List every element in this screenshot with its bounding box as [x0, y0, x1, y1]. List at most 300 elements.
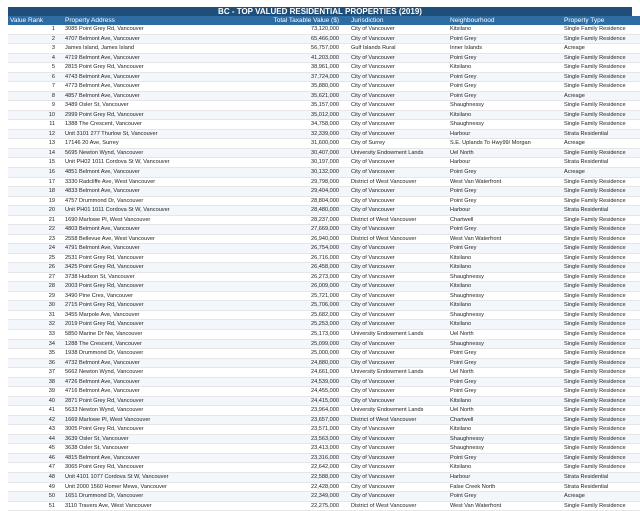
cell-total-taxable-value: 41,203,000	[237, 53, 345, 63]
table-row	[8, 82, 640, 92]
cell-property-type: Single Family Residence	[562, 434, 640, 444]
cell-jurisdiction: City of Vancouver	[345, 167, 448, 177]
cell-property-address: 17146 20 Ave, Surrey	[63, 139, 237, 149]
cell-jurisdiction: City of Vancouver	[345, 463, 448, 473]
cell-jurisdiction: City of Vancouver	[345, 196, 448, 206]
cell-neighbourhood: Shaughnessy	[448, 120, 562, 130]
cell-property-address: 3490 Pine Cres, Vancouver	[63, 291, 237, 301]
cell-property-type: Single Family Residence	[562, 244, 640, 254]
cell-property-address: 2019 Point Grey Rd, Vancouver	[63, 320, 237, 330]
cell-jurisdiction: District of West Vancouver	[345, 177, 448, 187]
cell-property-address: 1690 Marlowe Pl, West Vancouver	[63, 215, 237, 225]
cell-property-address: 3425 Point Grey Rd, Vancouver	[63, 263, 237, 273]
table-row	[8, 158, 640, 168]
cell-jurisdiction: Gulf Islands Rural	[345, 44, 448, 54]
cell-property-address: 4833 Belmont Ave, Vancouver	[63, 187, 237, 197]
table-row	[8, 377, 640, 387]
table-row	[8, 167, 640, 177]
cell-value-rank: 12	[8, 129, 63, 139]
cell-property-type: Single Family Residence	[562, 234, 640, 244]
column-header-property-type: Property Type	[562, 16, 640, 25]
cell-total-taxable-value: 22,349,000	[237, 492, 345, 502]
cell-property-type: Single Family Residence	[562, 72, 640, 82]
cell-jurisdiction: City of Surrey	[345, 139, 448, 149]
table-row	[8, 482, 640, 492]
cell-neighbourhood: S.E. Uplands To Hwy99/ Morgan	[448, 139, 562, 149]
cell-value-rank: 13	[8, 139, 63, 149]
cell-total-taxable-value: 26,754,000	[237, 244, 345, 254]
cell-jurisdiction: District of West Vancouver	[345, 234, 448, 244]
cell-neighbourhood: False Creek North	[448, 482, 562, 492]
cell-value-rank: 47	[8, 463, 63, 473]
cell-property-address: 3638 Osler St, Vancouver	[63, 444, 237, 454]
cell-value-rank: 42	[8, 415, 63, 425]
cell-property-type: Single Family Residence	[562, 63, 640, 73]
cell-jurisdiction: City of Vancouver	[345, 482, 448, 492]
cell-total-taxable-value: 27,669,000	[237, 225, 345, 235]
cell-property-type: Single Family Residence	[562, 272, 640, 282]
cell-property-address: 1938 Drummond Dr, Vancouver	[63, 349, 237, 359]
cell-property-address: 4857 Belmont Ave, Vancouver	[63, 91, 237, 101]
cell-total-taxable-value: 65,466,000	[237, 34, 345, 44]
cell-value-rank: 39	[8, 387, 63, 397]
cell-value-rank: 4	[8, 53, 63, 63]
cell-neighbourhood: Point Grey	[448, 225, 562, 235]
cell-total-taxable-value: 37,724,000	[237, 72, 345, 82]
table-row	[8, 72, 640, 82]
cell-property-type: Single Family Residence	[562, 53, 640, 63]
cell-value-rank: 46	[8, 453, 63, 463]
cell-neighbourhood: Uel North	[448, 330, 562, 340]
cell-neighbourhood: Kitsilano	[448, 301, 562, 311]
cell-property-address: 4757 Drummond Dr, Vancouver	[63, 196, 237, 206]
cell-value-rank: 48	[8, 472, 63, 482]
cell-value-rank: 10	[8, 110, 63, 120]
cell-neighbourhood: Kitsilano	[448, 263, 562, 273]
cell-total-taxable-value: 31,600,000	[237, 139, 345, 149]
cell-property-type: Single Family Residence	[562, 253, 640, 263]
cell-jurisdiction: City of Vancouver	[345, 101, 448, 111]
cell-property-type: Single Family Residence	[562, 82, 640, 92]
cell-jurisdiction: City of Vancouver	[345, 444, 448, 454]
cell-property-address: 5662 Newton Wynd, Vancouver	[63, 368, 237, 378]
cell-property-address: 3065 Point Grey Rd, Vancouver	[63, 463, 237, 473]
cell-property-address: Unit PH01 1011 Cordova St W, Vancouver	[63, 206, 237, 216]
cell-value-rank: 8	[8, 91, 63, 101]
cell-property-address: Unit 4101 1077 Cordova St W, Vancouver	[63, 472, 237, 482]
cell-neighbourhood: Chartwell	[448, 415, 562, 425]
cell-total-taxable-value: 22,642,000	[237, 463, 345, 473]
cell-neighbourhood: Point Grey	[448, 91, 562, 101]
cell-total-taxable-value: 35,621,000	[237, 91, 345, 101]
cell-value-rank: 33	[8, 330, 63, 340]
cell-jurisdiction: City of Vancouver	[345, 387, 448, 397]
cell-total-taxable-value: 35,157,000	[237, 101, 345, 111]
cell-neighbourhood: Shaughnessy	[448, 272, 562, 282]
cell-property-type: Single Family Residence	[562, 120, 640, 130]
cell-property-type: Single Family Residence	[562, 330, 640, 340]
cell-value-rank: 37	[8, 368, 63, 378]
table-row	[8, 25, 640, 34]
cell-jurisdiction: University Endowment Lands	[345, 406, 448, 416]
cell-value-rank: 43	[8, 425, 63, 435]
cell-total-taxable-value: 25,099,000	[237, 339, 345, 349]
table-row	[8, 472, 640, 482]
cell-value-rank: 45	[8, 444, 63, 454]
table-row	[8, 53, 640, 63]
cell-property-address: 2715 Point Grey Rd, Vancouver	[63, 301, 237, 311]
cell-jurisdiction: City of Vancouver	[345, 396, 448, 406]
cell-neighbourhood: Inner Islands	[448, 44, 562, 54]
cell-total-taxable-value: 25,682,000	[237, 310, 345, 320]
cell-property-address: 4791 Belmont Ave, Vancouver	[63, 244, 237, 254]
table-row	[8, 282, 640, 292]
cell-total-taxable-value: 24,661,000	[237, 368, 345, 378]
table-row	[8, 244, 640, 254]
cell-total-taxable-value: 29,404,000	[237, 187, 345, 197]
table-row	[8, 387, 640, 397]
cell-jurisdiction: City of Vancouver	[345, 110, 448, 120]
cell-value-rank: 18	[8, 187, 63, 197]
cell-value-rank: 24	[8, 244, 63, 254]
cell-neighbourhood: Kitsilano	[448, 110, 562, 120]
cell-jurisdiction: City of Vancouver	[345, 377, 448, 387]
cell-value-rank: 9	[8, 101, 63, 111]
cell-property-type: Single Family Residence	[562, 196, 640, 206]
header-row	[8, 16, 640, 25]
cell-total-taxable-value: 26,009,000	[237, 282, 345, 292]
cell-jurisdiction: City of Vancouver	[345, 120, 448, 130]
cell-total-taxable-value: 32,339,000	[237, 129, 345, 139]
cell-property-type: Single Family Residence	[562, 425, 640, 435]
table-row	[8, 434, 640, 444]
cell-neighbourhood: Harbour	[448, 472, 562, 482]
cell-property-address: 3489 Osler St, Vancouver	[63, 101, 237, 111]
cell-jurisdiction: City of Vancouver	[345, 320, 448, 330]
cell-value-rank: 40	[8, 396, 63, 406]
cell-value-rank: 27	[8, 272, 63, 282]
table-row	[8, 415, 640, 425]
cell-property-address: 4773 Belmont Ave, Vancouver	[63, 82, 237, 92]
cell-jurisdiction: City of Vancouver	[345, 187, 448, 197]
cell-property-type: Acreage	[562, 91, 640, 101]
cell-total-taxable-value: 34,758,000	[237, 120, 345, 130]
cell-neighbourhood: Point Grey	[448, 53, 562, 63]
cell-jurisdiction: District of West Vancouver	[345, 415, 448, 425]
table-row	[8, 148, 640, 158]
table-row	[8, 234, 640, 244]
cell-total-taxable-value: 35,012,000	[237, 110, 345, 120]
cell-neighbourhood: Shaughnessy	[448, 291, 562, 301]
table-row	[8, 453, 640, 463]
cell-neighbourhood: Harbour	[448, 158, 562, 168]
cell-neighbourhood: Point Grey	[448, 167, 562, 177]
cell-total-taxable-value: 28,237,000	[237, 215, 345, 225]
cell-property-address: 4726 Belmont Ave, Vancouver	[63, 377, 237, 387]
table-row	[8, 91, 640, 101]
cell-jurisdiction: City of Vancouver	[345, 492, 448, 502]
cell-total-taxable-value: 38,961,000	[237, 63, 345, 73]
cell-value-rank: 35	[8, 349, 63, 359]
table-row	[8, 253, 640, 263]
cell-jurisdiction: City of Vancouver	[345, 282, 448, 292]
cell-neighbourhood: Kitsilano	[448, 320, 562, 330]
cell-total-taxable-value: 26,458,000	[237, 263, 345, 273]
cell-total-taxable-value: 28,804,000	[237, 196, 345, 206]
cell-jurisdiction: City of Vancouver	[345, 158, 448, 168]
cell-property-address: 3330 Radcliffe Ave, West Vancouver	[63, 177, 237, 187]
cell-property-type: Single Family Residence	[562, 349, 640, 359]
cell-jurisdiction: University Endowment Lands	[345, 368, 448, 378]
cell-property-type: Acreage	[562, 492, 640, 502]
table-row	[8, 444, 640, 454]
column-header-total-taxable-value: Total Taxable Value ($)	[237, 16, 345, 25]
cell-neighbourhood: Point Grey	[448, 349, 562, 359]
cell-property-address: Unit 3101 277 Thurlow St, Vancouver	[63, 129, 237, 139]
cell-value-rank: 21	[8, 215, 63, 225]
cell-property-type: Single Family Residence	[562, 453, 640, 463]
cell-property-type: Single Family Residence	[562, 177, 640, 187]
cell-value-rank: 41	[8, 406, 63, 416]
cell-total-taxable-value: 23,413,000	[237, 444, 345, 454]
cell-value-rank: 36	[8, 358, 63, 368]
cell-jurisdiction: City of Vancouver	[345, 129, 448, 139]
cell-jurisdiction: City of Vancouver	[345, 272, 448, 282]
cell-total-taxable-value: 25,253,000	[237, 320, 345, 330]
cell-value-rank: 38	[8, 377, 63, 387]
table-row	[8, 177, 640, 187]
cell-jurisdiction: District of West Vancouver	[345, 501, 448, 511]
property-table-sheet	[8, 7, 632, 511]
cell-jurisdiction: City of Vancouver	[345, 301, 448, 311]
cell-neighbourhood: Shaughnessy	[448, 101, 562, 111]
table-body	[8, 25, 640, 511]
cell-value-rank: 49	[8, 482, 63, 492]
cell-total-taxable-value: 29,798,000	[237, 177, 345, 187]
cell-property-type: Single Family Residence	[562, 225, 640, 235]
cell-total-taxable-value: 28,480,000	[237, 206, 345, 216]
cell-property-address: 5695 Newton Wynd, Vancouver	[63, 148, 237, 158]
cell-value-rank: 34	[8, 339, 63, 349]
table-row	[8, 34, 640, 44]
cell-neighbourhood: Kitsilano	[448, 425, 562, 435]
cell-value-rank: 15	[8, 158, 63, 168]
column-header-property-address: Property Address	[63, 16, 237, 25]
cell-neighbourhood: Kitsilano	[448, 396, 562, 406]
cell-property-address: 3005 Point Grey Rd, Vancouver	[63, 425, 237, 435]
cell-property-address: 3738 Hudson St, Vancouver	[63, 272, 237, 282]
cell-value-rank: 3	[8, 44, 63, 54]
cell-property-type: Single Family Residence	[562, 444, 640, 454]
table-row	[8, 110, 640, 120]
cell-property-type: Single Family Residence	[562, 358, 640, 368]
cell-total-taxable-value: 24,539,000	[237, 377, 345, 387]
cell-neighbourhood: Kitsilano	[448, 63, 562, 73]
cell-neighbourhood: West Van Waterfront	[448, 177, 562, 187]
cell-neighbourhood: Point Grey	[448, 72, 562, 82]
cell-property-address: 4719 Belmont Ave, Vancouver	[63, 53, 237, 63]
cell-property-type: Acreage	[562, 44, 640, 54]
cell-total-taxable-value: 23,571,000	[237, 425, 345, 435]
table-row	[8, 101, 640, 111]
table-row	[8, 301, 640, 311]
cell-neighbourhood: Uel North	[448, 368, 562, 378]
table-row	[8, 139, 640, 149]
cell-jurisdiction: City of Vancouver	[345, 291, 448, 301]
table-row	[8, 263, 640, 273]
cell-total-taxable-value: 56,757,000	[237, 44, 345, 54]
cell-jurisdiction: City of Vancouver	[345, 434, 448, 444]
cell-jurisdiction: City of Vancouver	[345, 253, 448, 263]
cell-jurisdiction: District of West Vancouver	[345, 215, 448, 225]
cell-property-address: 2871 Point Grey Rd, Vancouver	[63, 396, 237, 406]
table-row	[8, 215, 640, 225]
cell-value-rank: 30	[8, 301, 63, 311]
cell-property-address: 2531 Point Grey Rd, Vancouver	[63, 253, 237, 263]
table-row	[8, 501, 640, 511]
cell-property-type: Strata Residential	[562, 472, 640, 482]
cell-total-taxable-value: 22,428,000	[237, 482, 345, 492]
cell-total-taxable-value: 26,716,000	[237, 253, 345, 263]
cell-property-type: Single Family Residence	[562, 415, 640, 425]
cell-property-address: 2558 Bellevue Ave, West Vancouver	[63, 234, 237, 244]
cell-jurisdiction: City of Vancouver	[345, 206, 448, 216]
cell-property-address: 5633 Newton Wynd, Vancouver	[63, 406, 237, 416]
table-row	[8, 206, 640, 216]
cell-value-rank: 51	[8, 501, 63, 511]
cell-value-rank: 16	[8, 167, 63, 177]
table-row	[8, 425, 640, 435]
cell-jurisdiction: City of Vancouver	[345, 310, 448, 320]
cell-neighbourhood: Kitsilano	[448, 463, 562, 473]
table-row	[8, 63, 640, 73]
cell-property-address: 4707 Belmont Ave, Vancouver	[63, 34, 237, 44]
cell-neighbourhood: West Van Waterfront	[448, 234, 562, 244]
cell-property-address: 4815 Belmont Ave, Vancouver	[63, 453, 237, 463]
cell-jurisdiction: City of Vancouver	[345, 82, 448, 92]
cell-value-rank: 11	[8, 120, 63, 130]
cell-property-type: Single Family Residence	[562, 387, 640, 397]
cell-property-type: Single Family Residence	[562, 148, 640, 158]
cell-property-type: Single Family Residence	[562, 310, 640, 320]
cell-property-type: Single Family Residence	[562, 263, 640, 273]
cell-neighbourhood: Point Grey	[448, 387, 562, 397]
table-row	[8, 320, 640, 330]
cell-total-taxable-value: 25,721,000	[237, 291, 345, 301]
cell-property-type: Acreage	[562, 139, 640, 149]
cell-total-taxable-value: 30,197,000	[237, 158, 345, 168]
cell-neighbourhood: Point Grey	[448, 34, 562, 44]
cell-property-address: 1669 Marlowe Pl, West Vancouver	[63, 415, 237, 425]
cell-value-rank: 50	[8, 492, 63, 502]
cell-value-rank: 32	[8, 320, 63, 330]
cell-property-address: 3085 Point Grey Rd, Vancouver	[63, 25, 237, 34]
cell-value-rank: 6	[8, 72, 63, 82]
cell-property-type: Single Family Residence	[562, 501, 640, 511]
cell-neighbourhood: Shaughnessy	[448, 434, 562, 444]
table-row	[8, 225, 640, 235]
cell-jurisdiction: City of Vancouver	[345, 72, 448, 82]
cell-jurisdiction: City of Vancouver	[345, 91, 448, 101]
cell-neighbourhood: Point Grey	[448, 358, 562, 368]
cell-total-taxable-value: 22,588,000	[237, 472, 345, 482]
cell-value-rank: 2	[8, 34, 63, 44]
cell-neighbourhood: Uel North	[448, 148, 562, 158]
cell-property-address: 2003 Point Grey Rd, Vancouver	[63, 282, 237, 292]
cell-property-address: 4803 Belmont Ave, Vancouver	[63, 225, 237, 235]
column-header-neighbourhood: Neighbourhood	[448, 16, 562, 25]
cell-value-rank: 22	[8, 225, 63, 235]
cell-value-rank: 26	[8, 263, 63, 273]
table-row	[8, 310, 640, 320]
table-title: BC - TOP VALUED RESIDENTIAL PROPERTIES (2019)	[8, 7, 632, 16]
cell-value-rank: 29	[8, 291, 63, 301]
cell-property-type: Single Family Residence	[562, 34, 640, 44]
cell-property-type: Single Family Residence	[562, 25, 640, 34]
cell-property-type: Strata Residential	[562, 129, 640, 139]
table-row	[8, 129, 640, 139]
cell-property-address: 4743 Belmont Ave, Vancouver	[63, 72, 237, 82]
cell-jurisdiction: City of Vancouver	[345, 263, 448, 273]
cell-value-rank: 31	[8, 310, 63, 320]
cell-total-taxable-value: 23,657,000	[237, 415, 345, 425]
cell-jurisdiction: City of Vancouver	[345, 225, 448, 235]
cell-total-taxable-value: 25,706,000	[237, 301, 345, 311]
cell-neighbourhood: Kitsilano	[448, 253, 562, 263]
cell-property-type: Single Family Residence	[562, 101, 640, 111]
cell-value-rank: 19	[8, 196, 63, 206]
cell-property-address: 4716 Belmont Ave, Vancouver	[63, 387, 237, 397]
cell-total-taxable-value: 73,120,000	[237, 25, 345, 34]
cell-total-taxable-value: 26,273,000	[237, 272, 345, 282]
column-header-value-rank: Value Rank	[8, 16, 63, 25]
cell-total-taxable-value: 30,407,000	[237, 148, 345, 158]
cell-property-type: Single Family Residence	[562, 282, 640, 292]
table-row	[8, 358, 640, 368]
cell-total-taxable-value: 23,964,000	[237, 406, 345, 416]
cell-property-type: Strata Residential	[562, 158, 640, 168]
cell-neighbourhood: Point Grey	[448, 187, 562, 197]
cell-property-type: Single Family Residence	[562, 368, 640, 378]
cell-property-address: 1288 The Crescent, Vancouver	[63, 339, 237, 349]
cell-jurisdiction: City of Vancouver	[345, 472, 448, 482]
cell-property-address: James Island, James Island	[63, 44, 237, 54]
cell-total-taxable-value: 25,173,000	[237, 330, 345, 340]
column-header-jurisdiction: Jurisdiction	[345, 16, 448, 25]
cell-neighbourhood: Uel North	[448, 406, 562, 416]
cell-neighbourhood: West Van Waterfront	[448, 501, 562, 511]
cell-neighbourhood: Kitsilano	[448, 25, 562, 34]
cell-property-type: Single Family Residence	[562, 215, 640, 225]
cell-property-address: 1651 Drummond Dr, Vancouver	[63, 492, 237, 502]
cell-total-taxable-value: 24,415,000	[237, 396, 345, 406]
cell-property-address: 4851 Belmont Ave, Vancouver	[63, 167, 237, 177]
table-row	[8, 291, 640, 301]
table-row	[8, 339, 640, 349]
cell-jurisdiction: City of Vancouver	[345, 453, 448, 463]
table-row	[8, 44, 640, 54]
cell-property-type: Single Family Residence	[562, 396, 640, 406]
cell-total-taxable-value: 23,316,000	[237, 453, 345, 463]
cell-neighbourhood: Point Grey	[448, 492, 562, 502]
property-table	[8, 16, 640, 511]
table-row	[8, 396, 640, 406]
cell-jurisdiction: City of Vancouver	[345, 339, 448, 349]
cell-value-rank: 23	[8, 234, 63, 244]
cell-neighbourhood: Point Grey	[448, 244, 562, 254]
cell-jurisdiction: City of Vancouver	[345, 63, 448, 73]
cell-property-type: Single Family Residence	[562, 377, 640, 387]
